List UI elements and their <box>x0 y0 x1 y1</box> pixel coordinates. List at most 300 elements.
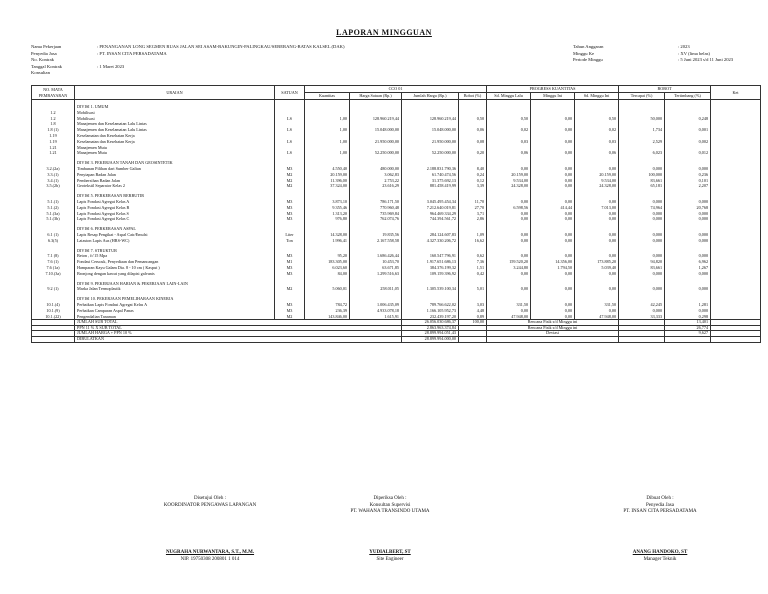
cell-jh: 384.376.199,32 <box>402 265 459 271</box>
table-body <box>32 100 761 320</box>
cell-s: M3 <box>275 216 305 222</box>
cell-no: 5.1.(3b) <box>32 216 75 222</box>
cell-s: M3 <box>275 205 305 211</box>
cell-b: 0,06 <box>459 127 487 133</box>
cell-q: 236,39 <box>305 308 350 314</box>
cell-w: 0,000 <box>665 253 711 259</box>
cell-a: 0,06 <box>487 150 531 156</box>
cell-t: 83,661 <box>619 178 665 184</box>
cell-no: 1.2 <box>32 116 75 122</box>
cell-q: 183.305,00 <box>305 259 350 265</box>
cell-jh: 1.166.105.952,73 <box>402 308 459 314</box>
signer-name: NUGRAHA NURWANTARA, S.T., M.M. <box>165 550 255 555</box>
cell-b: 0,20 <box>459 150 487 156</box>
cell-w: 0,000 <box>665 232 711 238</box>
col-progress: PROGRESS KUANTITAS <box>487 86 619 93</box>
cell-w: 0,236 <box>665 172 711 178</box>
cell-c: 0,50 <box>575 116 619 122</box>
cell-c: 0,00 <box>575 166 619 172</box>
cell-s: LS <box>275 150 305 156</box>
cell-b: 4,48 <box>459 308 487 314</box>
cell-b: 1,51 <box>459 265 487 271</box>
cell-s: LS <box>275 127 305 133</box>
cell-s: LS <box>275 139 305 145</box>
summary-value: 26.056.030.686,37 <box>402 320 459 326</box>
cell-m: 0,00 <box>531 271 575 277</box>
summary-note: Deviasi <box>487 331 619 337</box>
signature-maker <box>560 496 760 516</box>
cell-u: DIVISI 3. PEKERJAAN TANAH DAN GEOSINTETIK <box>75 160 275 166</box>
col-no-mata: NO. MATA PEMBAYARAN <box>32 86 75 100</box>
cell-w: 1,267 <box>665 265 711 271</box>
cell-b: 5,01 <box>459 286 487 292</box>
cell-w: 0,000 <box>665 238 711 244</box>
header-left-labels <box>31 44 62 77</box>
signature-role: Diperiksa Oleh : <box>373 496 407 501</box>
cell-hs: 770.960,48 <box>350 205 402 211</box>
cell-q: 95,20 <box>305 253 350 259</box>
cell-a: 0,03 <box>487 139 531 145</box>
summary-row <box>32 337 761 343</box>
col-sd-minggu-lalu: Sd. Minggu Lalu <box>487 93 531 100</box>
cell-w: 0,000 <box>665 199 711 205</box>
cell-t: 0,000 <box>619 308 665 314</box>
cell-jh: 1.917.651.686,13 <box>402 259 459 265</box>
signer-name: YUDIALBERT, ST <box>369 550 411 555</box>
cell-s: LS <box>275 116 305 122</box>
cell-no: 10.1.(4) <box>32 302 75 308</box>
cell-jh: 232.439.197,20 <box>402 314 459 320</box>
cell-u: Keselamatan dan Kesehatan Kerja <box>75 133 275 139</box>
signature-role: Dibuat Oleh : <box>646 496 674 501</box>
cell-jh: 31.375.692,13 <box>402 178 459 184</box>
cell-hs: 15.048.000,00 <box>350 127 402 133</box>
cell-s: M3 <box>275 271 305 277</box>
cell-s: M2 <box>275 178 305 184</box>
cell-w: 0,012 <box>665 150 711 156</box>
cell-q: 1.996,41 <box>305 238 350 244</box>
cell-a: 0,00 <box>487 271 531 277</box>
cell-t: 6,023 <box>619 150 665 156</box>
cell-m: 0,00 <box>531 139 575 145</box>
cell-hs: 1.615,91 <box>350 314 402 320</box>
cell-q: 1.313,20 <box>305 211 350 217</box>
cell-m: 0,00 <box>531 127 575 133</box>
cell-s: M1 <box>275 259 305 265</box>
cell-u: Timbunan Pilihan dari Sumber Galian <box>75 166 275 172</box>
summary-blank <box>32 337 75 343</box>
cell-s: M3 <box>275 302 305 308</box>
cell-b: 0,50 <box>459 116 487 122</box>
cell-c: 47.948,00 <box>575 314 619 320</box>
cell-no: 7.1 (8) <box>32 253 75 259</box>
cell-b: 11,70 <box>459 199 487 205</box>
cell-no: 10.1.(9) <box>32 308 75 314</box>
cell-a: 159.520,20 <box>487 259 531 265</box>
cell-m: 0,00 <box>531 232 575 238</box>
cell-w: 0,001 <box>665 127 711 133</box>
cell-c: 0,03 <box>575 139 619 145</box>
summary-note: Rencana Fisik s/d Minggu ini <box>487 325 619 331</box>
cell-u: Mobilisasi <box>75 110 275 116</box>
cell-m: 0,00 <box>531 178 575 184</box>
signer-position: Site Engineer <box>376 556 404 562</box>
cell-t: 65,181 <box>619 183 665 189</box>
table-row <box>32 302 761 308</box>
cell-u: Fondasi Cerucuk, Penyediaan dan Pemancangan <box>75 259 275 265</box>
summary-value: 28.899.994.000,00 <box>402 337 459 343</box>
cell-c: 0,00 <box>575 211 619 217</box>
col-satuan: SATUAN <box>275 86 305 100</box>
summary-pct: 100,00 <box>459 320 487 326</box>
header-value: : XV (lima belas) <box>678 50 710 56</box>
cell-m: 0,00 <box>531 166 575 172</box>
cell-m: 414,44 <box>531 205 575 211</box>
cell-u: Lapis Fondasi Agregat Kelas C <box>75 216 275 222</box>
cell-c: 173.885,20 <box>575 259 619 265</box>
cell-c: 7.013,00 <box>575 205 619 211</box>
cell-b: 7,36 <box>459 259 487 265</box>
cell-t: 0,000 <box>619 211 665 217</box>
cell-jh: 21.950.000,00 <box>402 139 459 145</box>
signature-maker-name <box>560 550 760 563</box>
cell-m: 0,00 <box>531 150 575 156</box>
cell-m: 0,00 <box>531 172 575 178</box>
cell-hs: 2.753,22 <box>350 178 402 184</box>
cell-a: 0,00 <box>487 253 531 259</box>
cell-c: 0,00 <box>575 238 619 244</box>
col-jumlah-harga: Jumlah Harga (Rp.) <box>402 93 459 100</box>
cell-q: 3.873,10 <box>305 199 350 205</box>
cell-c: 24.328,00 <box>575 183 619 189</box>
cell-no: 3.3.(1) <box>32 172 75 178</box>
header-left-values <box>97 44 344 77</box>
cell-hs: 2.167.558,58 <box>350 238 402 244</box>
cell-a: 0,00 <box>487 286 531 292</box>
signature-approver-name <box>110 550 310 563</box>
cell-no: 5.1.(1) <box>32 199 75 205</box>
cell-q: 6.023,60 <box>305 265 350 271</box>
cell-a: 331,50 <box>487 302 531 308</box>
col-cco: CCO 01 <box>305 86 487 93</box>
header-label: Tahun Anggaran <box>573 44 604 49</box>
summary-blank <box>711 337 761 343</box>
signature-org: KOORDINATOR PENGAWAS LAPANGAN <box>163 502 257 508</box>
cell-no: 1.8 <box>32 121 75 127</box>
cell-hs: 786.171,50 <box>350 199 402 205</box>
cell-u: DIVISI 7. STRUKTUR <box>75 248 275 254</box>
cell-jh: 4.327.330.206,72 <box>402 238 459 244</box>
cell-q: 20.159,00 <box>305 172 350 178</box>
report-title: LAPORAN MINGGUAN <box>336 28 432 37</box>
cell-t: 0,000 <box>619 253 665 259</box>
cell-b: 1,09 <box>459 232 487 238</box>
cell-s: M2 <box>275 286 305 292</box>
cell-c: 0,00 <box>575 216 619 222</box>
cell-u: Manajemen dan Keselamatan Lalu Lintas <box>75 127 275 133</box>
cell-u: Hamparan Kayu Galam Dia. 8 - 10 cm ( Kasput ) <box>75 265 275 271</box>
header-right-values <box>678 44 733 64</box>
header-value: : PT. INSAN CITA PERSADATAMA <box>97 50 167 56</box>
cell-c: 9.534,00 <box>575 178 619 184</box>
cell-hs: 735.969,84 <box>350 211 402 217</box>
cell-s: M2 <box>275 183 305 189</box>
cell-t: 1,734 <box>619 127 665 133</box>
cell-no: 1.2 <box>32 110 75 116</box>
cell-w: 0,000 <box>665 286 711 292</box>
cell-b: 3,03 <box>459 302 487 308</box>
cell-hs: 1.686.426,44 <box>350 253 402 259</box>
signature-org: Penyedia Jasa <box>646 502 674 508</box>
cell-jh: 284.124.607,83 <box>402 232 459 238</box>
cell-m: 0,00 <box>531 253 575 259</box>
cell-c: 0,00 <box>575 232 619 238</box>
cell-a: 6.598,56 <box>487 205 531 211</box>
summary-value: 28.899.994.051,43 <box>402 331 459 337</box>
header-label: Tanggal Kontrak <box>31 63 62 69</box>
col-tercapai: Tercapai (%) <box>619 93 665 100</box>
cell-a: 0,00 <box>487 308 531 314</box>
cell-s: Liter <box>275 232 305 238</box>
cell-c: 0,00 <box>575 286 619 292</box>
cell-q: 14.328,00 <box>305 232 350 238</box>
cell-m: 14.356,00 <box>531 259 575 265</box>
cell-w: 0,101 <box>665 178 711 184</box>
cell-m: 0,00 <box>531 302 575 308</box>
cell-u: Lapis Resap Pengikat - Aspal Cair/Emulsi <box>75 232 275 238</box>
col-bobot-pct: Bobot (%) <box>459 93 487 100</box>
cell-b: 0,08 <box>459 139 487 145</box>
cell-jh: 52.250.000,00 <box>402 150 459 156</box>
cell-jh: 7.212.640.019,81 <box>402 205 459 211</box>
cell-m: 1.794,50 <box>531 265 575 271</box>
cell-w: 2,207 <box>665 183 711 189</box>
cell-u: Lapis Fondasi Agregat Kelas B <box>75 205 275 211</box>
cell-no: 7.6 (1) <box>32 259 75 265</box>
cell-s: M2 <box>275 172 305 178</box>
header-right-labels <box>573 44 603 64</box>
cell-no: 3.2.(2a) <box>32 166 75 172</box>
cell-u: Manajemen Mutu <box>75 145 275 151</box>
cell-t: 0,000 <box>619 286 665 292</box>
cell-t: 94,820 <box>619 259 665 265</box>
header-label: Periode Minggu <box>573 57 603 62</box>
cell-jh: 109.159.396,92 <box>402 271 459 277</box>
cell-jh: 1.305.539.100,34 <box>402 286 459 292</box>
signature-org2: PT. INSAN CITA PERSADATAMA <box>623 509 697 514</box>
cell-w: 0,000 <box>665 211 711 217</box>
cell-c: 0,02 <box>575 127 619 133</box>
cell-no: 6.1 (1) <box>32 232 75 238</box>
cell-m: 0,00 <box>531 199 575 205</box>
cell-b: 3,39 <box>459 183 487 189</box>
cell-a: 20.159,00 <box>487 172 531 178</box>
cell-s: Ton <box>275 238 305 244</box>
cell-no: 7.6 (1a) <box>32 265 75 271</box>
cell-m: 0,00 <box>531 216 575 222</box>
cell-q: 9.355,46 <box>305 205 350 211</box>
cell-m: 0,00 <box>531 211 575 217</box>
cell-s: M2 <box>275 314 305 320</box>
cell-u: Pembersihan Badan Jalan <box>75 178 275 184</box>
cell-q: 143.846,00 <box>305 314 350 320</box>
cell-no: 1.21 <box>32 145 75 151</box>
cell-u: Keselamatan dan Kesehatan Kerja <box>75 139 275 145</box>
cell-t: 0,000 <box>619 216 665 222</box>
summary-note-value: 26,774 <box>665 325 711 331</box>
cell-b: 2,86 <box>459 216 487 222</box>
cell-jh: 61.740.474,56 <box>402 172 459 178</box>
summary-label: JUMLAH HARGA + PPN 10 % <box>75 331 402 337</box>
cell-t: 0,000 <box>619 271 665 277</box>
cell-c: 0,06 <box>575 150 619 156</box>
cell-b: 3,71 <box>459 211 487 217</box>
col-kuantitas: Kuantitas <box>305 93 350 100</box>
cell-w: 0,000 <box>665 308 711 314</box>
cell-hs: 762.074,76 <box>350 216 402 222</box>
signature-approver <box>110 496 310 509</box>
cell-hs: 4.933.078,18 <box>350 308 402 314</box>
cell-no: 1.19 <box>32 139 75 145</box>
col-tertimbang: Tertimbang (%) <box>665 93 711 100</box>
cell-u: DIVISI 5. PERKERASAN BERBUTIR <box>75 193 275 199</box>
cell-m: 0,00 <box>531 183 575 189</box>
cell-a: 9.534,00 <box>487 178 531 184</box>
cell-hs: 258.011,05 <box>350 286 402 292</box>
cell-u: Lapis Fondasi Agregat Kelas A <box>75 199 275 205</box>
cell-q: 976,80 <box>305 216 350 222</box>
cell-hs: 52.250.000,00 <box>350 150 402 156</box>
cell-a: 0,00 <box>487 238 531 244</box>
cell-a: 3.244,80 <box>487 265 531 271</box>
cell-w: 20,768 <box>665 205 711 211</box>
cell-hs: 10.453,70 <box>350 259 402 265</box>
summary-label: PPN 11 % X SUB TOTAL <box>75 325 402 331</box>
cell-m: 0,00 <box>531 308 575 314</box>
cell-t: 100,000 <box>619 172 665 178</box>
cell-c: 20.159,00 <box>575 172 619 178</box>
cell-t: 83,661 <box>619 265 665 271</box>
signer-position: NIP. 19750308 200801 1 014 <box>180 556 240 562</box>
cell-jh: 15.048.000,00 <box>402 127 459 133</box>
cell-s: M3 <box>275 265 305 271</box>
cell-no: 9.2 (1) <box>32 286 75 292</box>
header-label: Nama Pekerjaan <box>31 44 62 49</box>
cell-no: 5.1.(3a) <box>32 211 75 217</box>
cell-u: Perbaikan Lapis Fondasi Agregat Kelas A <box>75 302 275 308</box>
cell-a: 47.948,00 <box>487 314 531 320</box>
header-value: : 1 Maret 2023 <box>97 63 125 69</box>
cell-t: 74,964 <box>619 205 665 211</box>
cell-w: 0,000 <box>665 216 711 222</box>
summary-note-value: 9,627 <box>665 331 711 337</box>
cell-w: 1,281 <box>665 302 711 308</box>
summary-value: 2.863.963.374,84 <box>402 325 459 331</box>
header-label: No. Kontrak <box>31 57 54 62</box>
cell-hs: 1.299.516,63 <box>350 271 402 277</box>
cell-hs: 23.616,29 <box>350 183 402 189</box>
cell-t: 42,245 <box>619 302 665 308</box>
cell-t: 50,000 <box>619 116 665 122</box>
cell-q: 1,00 <box>305 127 350 133</box>
cell-no: 1.8 (1) <box>32 127 75 133</box>
summary-pct <box>459 337 487 343</box>
header-value: : 2023 <box>678 44 690 49</box>
header-label: Penyedia Jasa <box>31 50 57 56</box>
cell-no: 1.19 <box>32 133 75 139</box>
cell-q: 1,00 <box>305 139 350 145</box>
cell-w: 0,248 <box>665 116 711 122</box>
cell-jh: 3.045.495.454,34 <box>402 199 459 205</box>
cell-s: M3 <box>275 211 305 217</box>
cell-jh: 160.547.796,91 <box>402 253 459 259</box>
cell-t: 0,000 <box>619 232 665 238</box>
cell-no: 7.10.(3a) <box>32 271 75 277</box>
cell-q: 1,00 <box>305 116 350 122</box>
summary-note-value: 13,401 <box>665 320 711 326</box>
cell-c: 0,00 <box>575 308 619 314</box>
cell-hs: 3.062,83 <box>350 172 402 178</box>
cell-w: 0,000 <box>665 271 711 277</box>
cell-s: M3 <box>275 166 305 172</box>
cell-q: 5.060,01 <box>305 286 350 292</box>
cell-b: 16,62 <box>459 238 487 244</box>
cell-u: Bronjong dengan kawat yang dilapisi galvanis <box>75 271 275 277</box>
cell-no: 10.1.(22) <box>32 314 75 320</box>
col-uraian: URAIAN <box>75 86 275 100</box>
cell-no: 6.3(5) <box>32 238 75 244</box>
cell-u: Mobilisasi <box>75 116 275 122</box>
progress-table <box>31 85 761 343</box>
cell-b: 0,12 <box>459 178 487 184</box>
signature-org2: PT. WAHANA TRANSINDO UTAMA <box>350 509 430 514</box>
cell-jh: 881.458.419,99 <box>402 183 459 189</box>
cell-w: 0,298 <box>665 314 711 320</box>
cell-jh: 128.960.219,44 <box>402 116 459 122</box>
cell-a: 0,00 <box>487 211 531 217</box>
cell-b: 27,70 <box>459 205 487 211</box>
cell-no: 5.1.(2) <box>32 205 75 211</box>
cell-hs: 128.960.219,44 <box>350 116 402 122</box>
cell-a: 0,00 <box>487 199 531 205</box>
cell-b: 0,62 <box>459 253 487 259</box>
cell-q: 84,00 <box>305 271 350 277</box>
signature-role: Disetujui Oleh : <box>194 496 226 501</box>
summary-note <box>487 337 619 343</box>
cell-s: M3 <box>275 308 305 314</box>
cell-jh: 789.766.622,02 <box>402 302 459 308</box>
cell-b: 8,40 <box>459 166 487 172</box>
cell-t: 0,000 <box>619 199 665 205</box>
cell-u: DIVISI 9. PEKERJAAN HARIAN & PEKERJAAN LAIN-LAIN <box>75 281 275 287</box>
summary-label: DIBULATKAN <box>75 337 402 343</box>
col-ket: Ket <box>711 86 761 100</box>
cell-hs: 19.835,56 <box>350 232 402 238</box>
cell-q: 37.324,00 <box>305 183 350 189</box>
cell-u: Beton , fc'15 Mpa <box>75 253 275 259</box>
signature-org: Konsultan Supervisi <box>369 502 411 508</box>
cell-u: DIVISI 1. UMUM <box>75 104 275 110</box>
cell-w: 0,002 <box>665 139 711 145</box>
cell-c: 5.039,40 <box>575 265 619 271</box>
summary-note: Rencana Fisik s/d Minggu ini <box>487 320 619 326</box>
cell-a: 0,02 <box>487 127 531 133</box>
cell-jh: 964.469.334,29 <box>402 211 459 217</box>
cell-t: 0,000 <box>619 166 665 172</box>
header-label: Konsultan <box>31 70 50 75</box>
cell-m: 0,00 <box>531 314 575 320</box>
cell-a: 24.328,00 <box>487 183 531 189</box>
